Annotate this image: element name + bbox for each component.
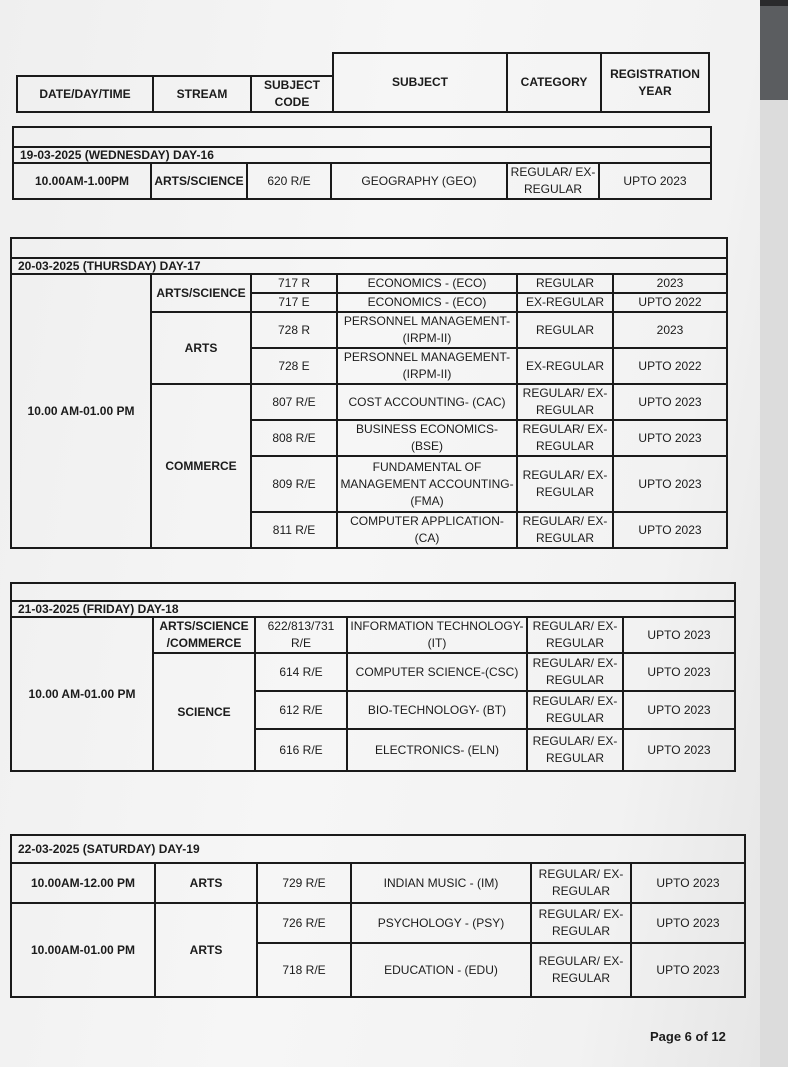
stream: ARTS/SCIENCE: [151, 163, 247, 199]
day16-table: [12, 126, 710, 200]
stream: ARTS: [151, 312, 251, 384]
subject: COMPUTER SCIENCE-(CSC): [347, 653, 527, 691]
subject-code: 726 R/E: [257, 903, 351, 943]
subject-code: 729 R/E: [257, 863, 351, 903]
registration-year: UPTO 2023: [613, 456, 727, 512]
subject: COST ACCOUNTING- (CAC): [337, 384, 517, 420]
subject: EDUCATION - (EDU): [351, 943, 531, 997]
subject-code: 620 R/E: [247, 163, 331, 199]
category: REGULAR/ EX-REGULAR: [531, 943, 631, 997]
registration-year: UPTO 2023: [613, 512, 727, 548]
subject-code: 717 E: [251, 293, 337, 312]
subject-code: 717 R: [251, 274, 337, 293]
stream: SCIENCE: [153, 653, 255, 771]
registration-year: UPTO 2023: [623, 653, 735, 691]
day-title: 20-03-2025 (THURSDAY) DAY-17: [11, 258, 727, 274]
subject-code: 807 R/E: [251, 384, 337, 420]
category: REGULAR/ EX-REGULAR: [517, 384, 613, 420]
subject: BIO-TECHNOLOGY- (BT): [347, 691, 527, 729]
col-stream: STREAM: [153, 76, 251, 112]
stream: ARTS/SCIENCE /COMMERCE: [153, 617, 255, 653]
category: REGULAR/ EX-REGULAR: [517, 512, 613, 548]
subject-code: 614 R/E: [255, 653, 347, 691]
day-title: 22-03-2025 (SATURDAY) DAY-19: [11, 835, 745, 863]
day19-table: [10, 834, 744, 998]
subject-code: 616 R/E: [255, 729, 347, 771]
exam-time: 10.00 AM-01.00 PM: [11, 274, 151, 548]
registration-year: 2023: [613, 312, 727, 348]
subject: INFORMATION TECHNOLOGY- (IT): [347, 617, 527, 653]
subject: PSYCHOLOGY - (PSY): [351, 903, 531, 943]
registration-year: UPTO 2023: [599, 163, 711, 199]
subject: COMPUTER APPLICATION- (CA): [337, 512, 517, 548]
col-registration-year: REGISTRATION YEAR: [601, 53, 709, 112]
subject-code: 728 R: [251, 312, 337, 348]
day17-table: [10, 237, 726, 549]
registration-year: 2023: [613, 274, 727, 293]
category: REGULAR/ EX-REGULAR: [517, 420, 613, 456]
registration-year: UPTO 2023: [631, 903, 745, 943]
col-subject-code: SUBJECT CODE: [251, 76, 333, 112]
category: REGULAR/ EX-REGULAR: [517, 456, 613, 512]
exam-time: 10.00AM-01.00 PM: [11, 903, 155, 997]
subject-code: 718 R/E: [257, 943, 351, 997]
stream: COMMERCE: [151, 384, 251, 548]
subject-code: 809 R/E: [251, 456, 337, 512]
category: REGULAR/ EX-REGULAR: [507, 163, 599, 199]
subject: PERSONNEL MANAGEMENT- (IRPM-II): [337, 348, 517, 384]
subject: GEOGRAPHY (GEO): [331, 163, 507, 199]
day18-table: [10, 582, 734, 772]
day-title: 21-03-2025 (FRIDAY) DAY-18: [11, 601, 735, 617]
stream: ARTS: [155, 863, 257, 903]
day-title: 19-03-2025 (WEDNESDAY) DAY-16: [13, 147, 711, 163]
category: REGULAR/ EX-REGULAR: [527, 617, 623, 653]
category: REGULAR: [517, 274, 613, 293]
category: EX-REGULAR: [517, 293, 613, 312]
subject: ECONOMICS - (ECO): [337, 274, 517, 293]
col-subject: SUBJECT: [333, 53, 507, 112]
subject: PERSONNEL MANAGEMENT- (IRPM-II): [337, 312, 517, 348]
category: REGULAR/ EX-REGULAR: [527, 729, 623, 771]
subject: FUNDAMENTAL OF MANAGEMENT ACCOUNTING-(FMA): [337, 456, 517, 512]
registration-year: UPTO 2023: [623, 617, 735, 653]
category: EX-REGULAR: [517, 348, 613, 384]
subject-code: 811 R/E: [251, 512, 337, 548]
registration-year: UPTO 2023: [623, 691, 735, 729]
stream: ARTS/SCIENCE: [151, 274, 251, 312]
registration-year: UPTO 2023: [631, 863, 745, 903]
subject-code: 612 R/E: [255, 691, 347, 729]
subject: INDIAN MUSIC - (IM): [351, 863, 531, 903]
registration-year: UPTO 2022: [613, 348, 727, 384]
subject: ELECTRONICS- (ELN): [347, 729, 527, 771]
registration-year: UPTO 2023: [631, 943, 745, 997]
subject: ECONOMICS - (ECO): [337, 293, 517, 312]
registration-year: UPTO 2022: [613, 293, 727, 312]
category: REGULAR/ EX-REGULAR: [531, 863, 631, 903]
background-edge: [760, 100, 788, 1067]
header-table: [16, 52, 708, 113]
exam-time: 10.00AM-12.00 PM: [11, 863, 155, 903]
category: REGULAR/ EX-REGULAR: [531, 903, 631, 943]
subject: BUSINESS ECONOMICS-(BSE): [337, 420, 517, 456]
exam-time: 10.00AM-1.00PM: [13, 163, 151, 199]
registration-year: UPTO 2023: [613, 420, 727, 456]
registration-year: UPTO 2023: [613, 384, 727, 420]
page-number: Page 6 of 12: [650, 1029, 726, 1044]
col-category: CATEGORY: [507, 53, 601, 112]
subject-code: 808 R/E: [251, 420, 337, 456]
registration-year: UPTO 2023: [623, 729, 735, 771]
col-date: DATE/DAY/TIME: [17, 76, 153, 112]
stream: ARTS: [155, 903, 257, 997]
subject-code: 728 E: [251, 348, 337, 384]
category: REGULAR: [517, 312, 613, 348]
category: REGULAR/ EX-REGULAR: [527, 653, 623, 691]
category: REGULAR/ EX-REGULAR: [527, 691, 623, 729]
subject-code: 622/813/731 R/E: [255, 617, 347, 653]
exam-time: 10.00 AM-01.00 PM: [11, 617, 153, 771]
